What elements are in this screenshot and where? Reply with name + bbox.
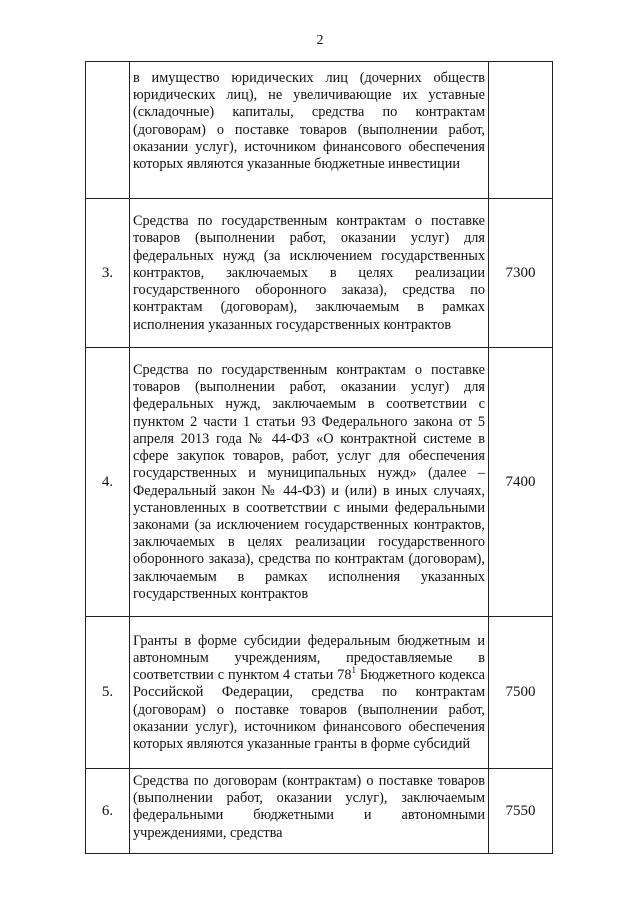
codes-table	[85, 61, 553, 854]
row-description: в имущество юридических лиц (дочерних обществ юридических лиц), не увеличивающие их уставные (складочные) капиталы, средства по контрактам (договорам) о поставке товаров (выполнении работ, оказании услуг), источником финансового обеспечения которых являются указанные бюджетные инвестиции	[130, 62, 489, 199]
row-code: 7300	[489, 199, 553, 348]
footnote-mark: 1	[351, 665, 356, 676]
row-code	[489, 62, 553, 199]
row-code: 7400	[489, 348, 553, 617]
row-description: Средства по государственным контрактам о поставке товаров (выполнении работ, оказании услуг) для федеральных нужд (за исключением государственных контрактов, заключаемых в целях реализации государственного оборонного заказа), средства по контрактам (договорам), заключаемым в рамках исполнения указанных государственных контрактов	[130, 199, 489, 348]
row-description: Средства по договорам (контрактам) о поставке товаров (выполнении работ, оказании услуг), заключаемым федеральными бюджетными и автономными учреждениями, средства	[130, 769, 489, 854]
row-number: 5.	[86, 617, 130, 769]
row-text-part: Бюджетного кодекса Российской Федерации, средства по контрактам (договорам) о поставке товаров (выполнении работ, оказании услуг), источником финансового обеспечения которых являются указанные гранты в форме субсидий	[133, 667, 485, 752]
table-row	[86, 199, 553, 348]
row-text-part: Гранты в форме субсидии федеральным бюджетным и автономным учреждениям, предоставляемые в соответствии с пунктом 4 статьи 78	[133, 632, 485, 684]
table-row	[86, 617, 553, 769]
table-row	[86, 62, 553, 199]
page-number: 2	[316, 33, 324, 48]
row-number	[86, 62, 130, 199]
table-row	[86, 348, 553, 617]
row-number: 4.	[86, 348, 130, 617]
row-code: 7550	[489, 769, 553, 854]
row-description	[130, 617, 489, 769]
row-description: Средства по государственным контрактам о поставке товаров (выполнении работ, оказании услуг) для федеральных нужд, заключаемым в соответствии с пунктом 2 части 1 статьи 93 Федерального закона от 5 апреля 2013 года № 44-ФЗ «О контрактной системе в сфере закупок товаров, работ, услуг для обеспечения государственных и муниципальных нужд» (далее – Федеральный закон № 44-ФЗ) и (или) в иных случаях, установленных в соответствии с иными федеральными законами (за исключением государственных контрактов, заключаемых в целях реализации государственного оборонного заказа), средства по контрактам (договорам), заключаемым в рамках исполнения указанных государственных контрактов	[130, 348, 489, 617]
row-number: 6.	[86, 769, 130, 854]
table-row	[86, 769, 553, 854]
row-number: 3.	[86, 199, 130, 348]
row-code: 7500	[489, 617, 553, 769]
